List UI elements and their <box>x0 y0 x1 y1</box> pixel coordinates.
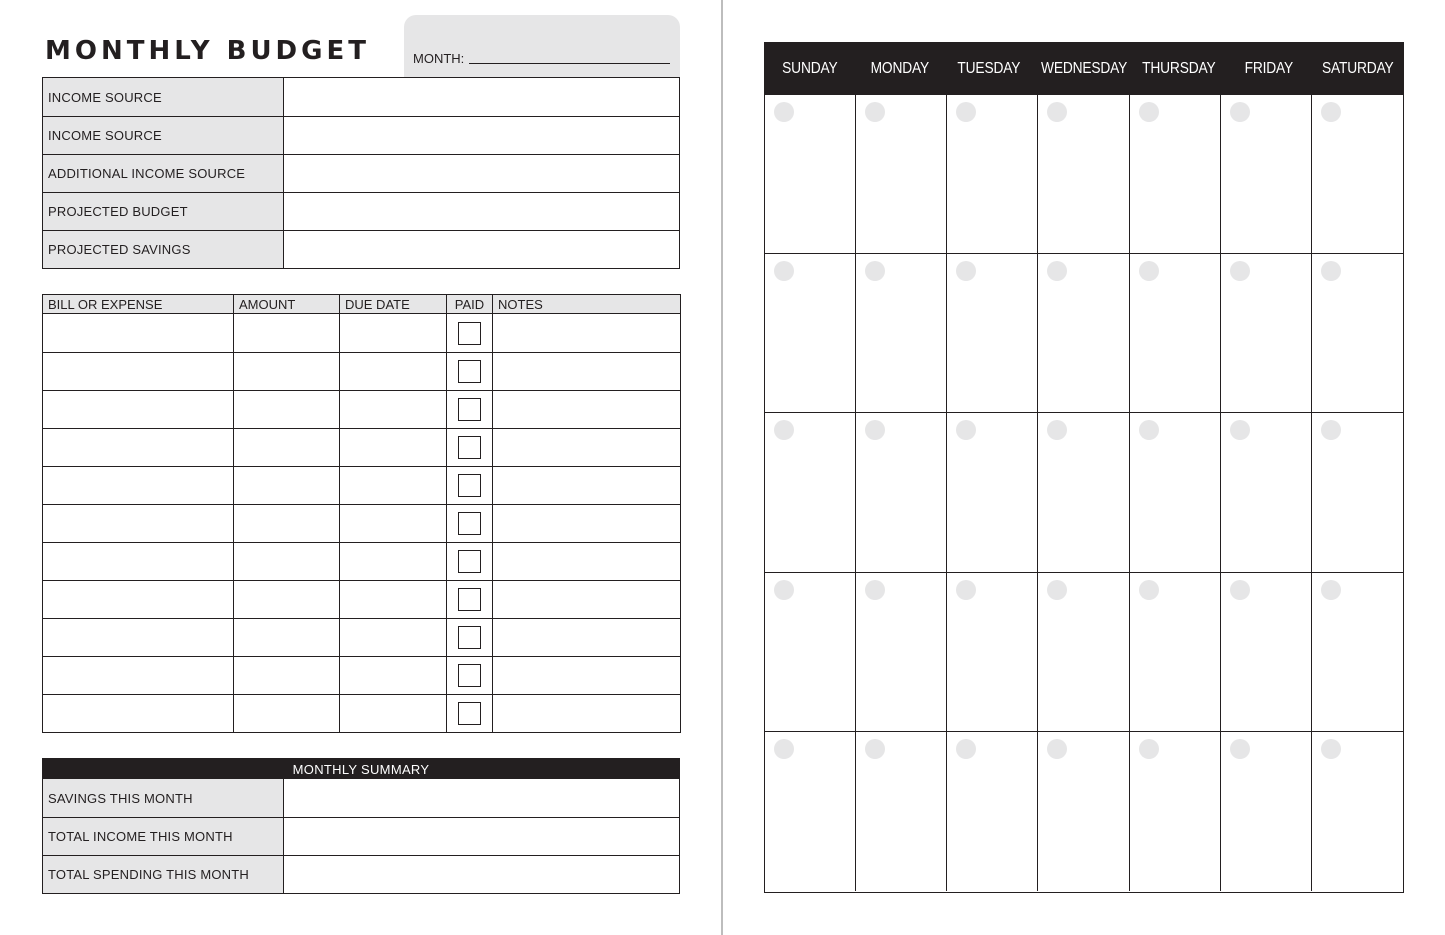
bill-notes-cell[interactable] <box>493 314 680 352</box>
date-circle-icon <box>774 420 794 440</box>
calendar-day-cell[interactable] <box>1312 732 1403 891</box>
bills-row <box>43 618 680 656</box>
weekday-tuesday: TUESDAY <box>957 60 1021 77</box>
bill-due-date-cell[interactable] <box>340 505 447 542</box>
bills-header-row <box>43 295 680 314</box>
calendar-day-cell[interactable] <box>765 95 856 254</box>
bill-expense-cell[interactable] <box>43 429 234 466</box>
date-circle-icon <box>1139 580 1159 600</box>
bill-amount-cell[interactable] <box>234 353 340 390</box>
date-circle-icon <box>1321 102 1341 122</box>
bill-notes-cell[interactable] <box>493 657 680 694</box>
bills-row <box>43 694 680 732</box>
calendar-day-cell[interactable] <box>1221 95 1312 254</box>
calendar-day-cell[interactable] <box>1312 254 1403 413</box>
calendar-day-cell[interactable] <box>1221 573 1312 732</box>
bill-paid-cell <box>447 314 493 352</box>
paid-checkbox[interactable] <box>458 702 481 725</box>
bill-due-date-cell[interactable] <box>340 353 447 390</box>
calendar-day-cell[interactable] <box>947 254 1038 413</box>
date-circle-icon <box>1321 580 1341 600</box>
paid-checkbox[interactable] <box>458 664 481 687</box>
date-circle-icon <box>774 261 794 281</box>
bills-header-paid: PAID <box>447 295 493 313</box>
bill-amount-cell[interactable] <box>234 391 340 428</box>
bill-due-date-cell[interactable] <box>340 314 447 352</box>
bill-expense-cell[interactable] <box>43 467 234 504</box>
income-row-label: PROJECTED BUDGET <box>43 193 284 230</box>
summary-row <box>43 817 679 855</box>
calendar-day-cell[interactable] <box>1130 573 1221 732</box>
summary-row-value[interactable] <box>284 818 679 855</box>
income-row-label: PROJECTED SAVINGS <box>43 231 284 268</box>
page-gutter <box>721 0 723 935</box>
bill-notes-cell[interactable] <box>493 429 680 466</box>
date-circle-icon <box>1230 102 1250 122</box>
bill-notes-cell[interactable] <box>493 695 680 732</box>
bill-amount-cell[interactable] <box>234 619 340 656</box>
calendar-day-cell[interactable] <box>765 254 856 413</box>
summary-row-value[interactable] <box>284 779 679 817</box>
date-circle-icon <box>1047 739 1067 759</box>
bill-paid-cell <box>447 657 493 694</box>
calendar-day-cell[interactable] <box>765 413 856 572</box>
income-row <box>43 230 679 268</box>
bills-row <box>43 542 680 580</box>
bill-paid-cell <box>447 505 493 542</box>
date-circle-icon <box>865 261 885 281</box>
date-circle-icon <box>1321 739 1341 759</box>
paid-checkbox[interactable] <box>458 550 481 573</box>
summary-row-label: TOTAL INCOME THIS MONTH <box>43 818 284 855</box>
weekday-friday: FRIDAY <box>1244 60 1293 77</box>
date-circle-icon <box>956 580 976 600</box>
date-circle-icon <box>1230 261 1250 281</box>
income-row <box>43 78 679 116</box>
bills-row <box>43 504 680 542</box>
calendar-day-cell[interactable] <box>856 254 947 413</box>
calendar-day-cell[interactable] <box>1038 573 1129 732</box>
calendar-day-cell[interactable] <box>1038 732 1129 891</box>
paid-checkbox[interactable] <box>458 436 481 459</box>
bill-expense-cell[interactable] <box>43 314 234 352</box>
date-circle-icon <box>865 420 885 440</box>
bill-paid-cell <box>447 467 493 504</box>
bill-notes-cell[interactable] <box>493 581 680 618</box>
summary-row-label: TOTAL SPENDING THIS MONTH <box>43 856 284 893</box>
bills-row <box>43 428 680 466</box>
bill-paid-cell <box>447 619 493 656</box>
bill-due-date-cell[interactable] <box>340 581 447 618</box>
bills-table <box>42 294 681 733</box>
bill-due-date-cell[interactable] <box>340 391 447 428</box>
weekday-thursday: THURSDAY <box>1142 60 1216 77</box>
bill-amount-cell[interactable] <box>234 314 340 352</box>
bills-row <box>43 656 680 694</box>
bill-due-date-cell[interactable] <box>340 619 447 656</box>
bills-row <box>43 580 680 618</box>
bill-amount-cell[interactable] <box>234 505 340 542</box>
summary-title: MONTHLY SUMMARY <box>43 759 679 779</box>
date-circle-icon <box>956 261 976 281</box>
bill-expense-cell[interactable] <box>43 391 234 428</box>
calendar-day-cell[interactable] <box>1130 95 1221 254</box>
paid-checkbox[interactable] <box>458 398 481 421</box>
calendar-day-cell[interactable] <box>1038 413 1129 572</box>
calendar-day-cell[interactable] <box>1130 413 1221 572</box>
calendar-day-cell[interactable] <box>1038 254 1129 413</box>
bills-header-due-date: DUE DATE <box>340 295 447 313</box>
calendar-day-cell[interactable] <box>856 573 947 732</box>
paid-checkbox[interactable] <box>458 322 481 345</box>
bill-due-date-cell[interactable] <box>340 543 447 580</box>
weekday-monday: MONDAY <box>870 60 929 77</box>
calendar-day-cell[interactable] <box>1221 413 1312 572</box>
bill-expense-cell[interactable] <box>43 657 234 694</box>
weekday-sunday: SUNDAY <box>782 60 838 77</box>
bill-amount-cell[interactable] <box>234 581 340 618</box>
bill-notes-cell[interactable] <box>493 353 680 390</box>
bill-paid-cell <box>447 391 493 428</box>
income-row-value[interactable] <box>284 78 679 116</box>
bills-header-expense: BILL OR EXPENSE <box>43 295 234 313</box>
bill-amount-cell[interactable] <box>234 467 340 504</box>
calendar-day-cell[interactable] <box>1130 732 1221 891</box>
income-row-label: INCOME SOURCE <box>43 78 284 116</box>
calendar-day-cell[interactable] <box>947 573 1038 732</box>
bill-notes-cell[interactable] <box>493 505 680 542</box>
calendar-day-cell[interactable] <box>856 732 947 891</box>
date-circle-icon <box>1139 420 1159 440</box>
month-input-line[interactable] <box>469 63 670 64</box>
date-circle-icon <box>1321 420 1341 440</box>
date-circle-icon <box>1139 102 1159 122</box>
date-circle-icon <box>1047 580 1067 600</box>
calendar-day-cell[interactable] <box>947 732 1038 891</box>
bill-amount-cell[interactable] <box>234 543 340 580</box>
income-row <box>43 116 679 154</box>
date-circle-icon <box>956 420 976 440</box>
paid-checkbox[interactable] <box>458 512 481 535</box>
income-row-value[interactable] <box>284 193 679 230</box>
date-circle-icon <box>1230 420 1250 440</box>
date-circle-icon <box>1139 739 1159 759</box>
bill-expense-cell[interactable] <box>43 619 234 656</box>
paid-checkbox[interactable] <box>458 588 481 611</box>
calendar-grid <box>765 95 1403 891</box>
summary-table <box>42 758 680 894</box>
calendar-day-cell[interactable] <box>1312 573 1403 732</box>
bills-row <box>43 466 680 504</box>
date-circle-icon <box>774 580 794 600</box>
bills-header-notes: NOTES <box>498 296 543 312</box>
bill-due-date-cell[interactable] <box>340 429 447 466</box>
summary-row-value[interactable] <box>284 856 679 893</box>
bill-expense-cell[interactable] <box>43 581 234 618</box>
calendar-day-cell[interactable] <box>1221 732 1312 891</box>
month-field-box <box>404 15 680 78</box>
calendar-day-cell[interactable] <box>1312 413 1403 572</box>
weekday-saturday: SATURDAY <box>1322 60 1394 77</box>
paid-checkbox[interactable] <box>458 474 481 497</box>
monthly-calendar <box>764 42 1404 893</box>
bill-paid-cell <box>447 695 493 732</box>
bill-paid-cell <box>447 581 493 618</box>
calendar-day-cell[interactable] <box>856 95 947 254</box>
date-circle-icon <box>865 739 885 759</box>
date-circle-icon <box>1230 739 1250 759</box>
bill-due-date-cell[interactable] <box>340 695 447 732</box>
bill-expense-cell[interactable] <box>43 505 234 542</box>
income-row-label: ADDITIONAL INCOME SOURCE <box>43 155 284 192</box>
bill-amount-cell[interactable] <box>234 429 340 466</box>
calendar-day-cell[interactable] <box>1038 95 1129 254</box>
summary-row <box>43 779 679 817</box>
calendar-day-cell[interactable] <box>765 732 856 891</box>
calendar-day-cell[interactable] <box>856 413 947 572</box>
date-circle-icon <box>956 739 976 759</box>
date-circle-icon <box>774 739 794 759</box>
calendar-weekday-header <box>765 43 1403 95</box>
calendar-day-cell[interactable] <box>1130 254 1221 413</box>
date-circle-icon <box>1230 580 1250 600</box>
bills-row <box>43 390 680 428</box>
income-row-label: INCOME SOURCE <box>43 117 284 154</box>
bill-amount-cell[interactable] <box>234 695 340 732</box>
month-label: MONTH: <box>413 51 465 66</box>
calendar-day-cell[interactable] <box>765 573 856 732</box>
income-table <box>42 77 680 269</box>
income-row-value[interactable] <box>284 231 679 268</box>
calendar-day-cell[interactable] <box>947 413 1038 572</box>
bill-expense-cell[interactable] <box>43 543 234 580</box>
date-circle-icon <box>956 102 976 122</box>
date-circle-icon <box>865 102 885 122</box>
income-row-value[interactable] <box>284 155 679 192</box>
calendar-day-cell[interactable] <box>1312 95 1403 254</box>
summary-row <box>43 855 679 893</box>
bill-notes-cell[interactable] <box>493 619 680 656</box>
summary-row-label: SAVINGS THIS MONTH <box>43 779 284 817</box>
weekday-wednesday: WEDNESDAY <box>1040 60 1128 77</box>
bill-amount-cell[interactable] <box>234 657 340 694</box>
calendar-day-cell[interactable] <box>1221 254 1312 413</box>
date-circle-icon <box>1047 102 1067 122</box>
date-circle-icon <box>1321 261 1341 281</box>
bills-row <box>43 314 680 352</box>
bill-expense-cell[interactable] <box>43 353 234 390</box>
paid-checkbox[interactable] <box>458 626 481 649</box>
bill-notes-cell[interactable] <box>493 467 680 504</box>
paid-checkbox[interactable] <box>458 360 481 383</box>
bill-paid-cell <box>447 543 493 580</box>
date-circle-icon <box>1139 261 1159 281</box>
bill-notes-cell[interactable] <box>493 543 680 580</box>
bill-expense-cell[interactable] <box>43 695 234 732</box>
bills-header-amount: AMOUNT <box>234 295 340 313</box>
income-row-value[interactable] <box>284 117 679 154</box>
income-row <box>43 154 679 192</box>
page-title: MONTHLY BUDGET <box>45 36 370 66</box>
date-circle-icon <box>1047 420 1067 440</box>
bill-due-date-cell[interactable] <box>340 467 447 504</box>
income-row <box>43 192 679 230</box>
date-circle-icon <box>774 102 794 122</box>
date-circle-icon <box>865 580 885 600</box>
date-circle-icon <box>1047 261 1067 281</box>
bills-row <box>43 352 680 390</box>
bills-body <box>43 314 680 732</box>
bill-paid-cell <box>447 429 493 466</box>
bill-due-date-cell[interactable] <box>340 657 447 694</box>
bill-paid-cell <box>447 353 493 390</box>
calendar-day-cell[interactable] <box>947 95 1038 254</box>
bill-notes-cell[interactable] <box>493 391 680 428</box>
